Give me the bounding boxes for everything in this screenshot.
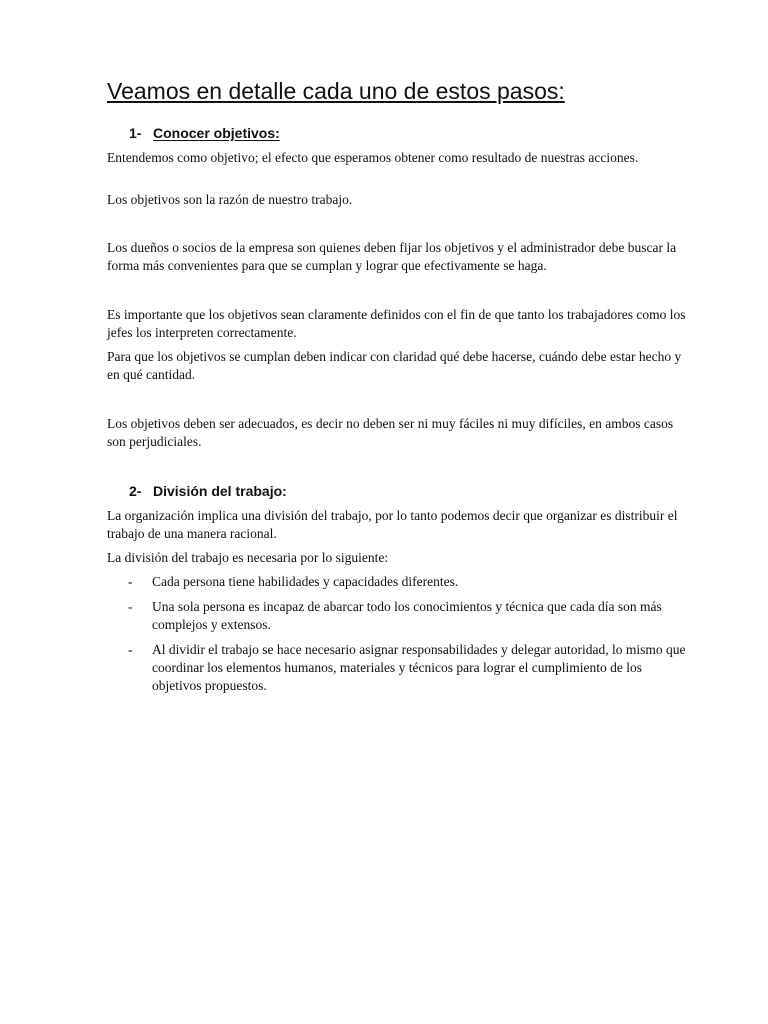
- section-heading-label: Conocer objetivos:: [153, 125, 280, 141]
- paragraph: La organización implica una división del trabajo, por lo tanto podemos decir que organizar es distribuir el trabajo de una manera racional.: [107, 508, 678, 541]
- paragraph: Entendemos como objetivo; el efecto que esperamos obtener como resultado de nuestras acciones.: [107, 150, 639, 165]
- list-item-text: Una sola persona es incapaz de abarcar todo los conocimientos y técnica que cada día son más complejos y extensos.: [152, 599, 662, 632]
- list-item: [128, 573, 690, 591]
- paragraph: La división del trabajo es necesaria por lo siguiente:: [107, 550, 389, 565]
- list-marker: -: [128, 574, 133, 589]
- list-item-text: Cada persona tiene habilidades y capacidades diferentes.: [152, 574, 459, 589]
- section-heading-label: División del trabajo:: [153, 483, 287, 499]
- list-item-text: Al dividir el trabajo se hace necesario asignar responsabilidades y delegar autoridad, lo mismo que coordinar los elementos humanos, materiales y técnicos para lograr el cumplimiento de los objetivos propuestos.: [152, 642, 686, 693]
- list-item: [128, 598, 690, 634]
- paragraph: Los dueños o socios de la empresa son quienes deben fijar los objetivos y el administrador debe buscar la forma más convenientes para que se cumplan y lograr que efectivamente se haga.: [107, 240, 677, 273]
- paragraph: Los objetivos son la razón de nuestro trabajo.: [107, 192, 353, 207]
- paragraph: Es importante que los objetivos sean claramente definidos con el fin de que tanto los trabajadores como los jefes los interpreten correctamente.: [107, 307, 686, 340]
- list-item: [128, 641, 690, 695]
- document-title: Veamos en detalle cada uno de estos pasos:: [107, 78, 565, 104]
- list-marker: -: [128, 642, 133, 657]
- section-heading-division-del-trabajo: [129, 483, 287, 499]
- paragraph: Para que los objetivos se cumplan deben indicar con claridad qué debe hacerse, cuándo debe estar hecho y en qué cantidad.: [107, 349, 682, 382]
- bullet-list: [128, 573, 690, 702]
- paragraph: Los objetivos deben ser adecuados, es decir no deben ser ni muy fáciles ni muy difíciles, en ambos casos son perjudiciales.: [107, 416, 674, 449]
- section-number: 2-: [129, 483, 142, 499]
- section-number: 1-: [129, 125, 142, 141]
- section-heading-conocer-objetivos: [129, 125, 280, 141]
- list-marker: -: [128, 599, 133, 614]
